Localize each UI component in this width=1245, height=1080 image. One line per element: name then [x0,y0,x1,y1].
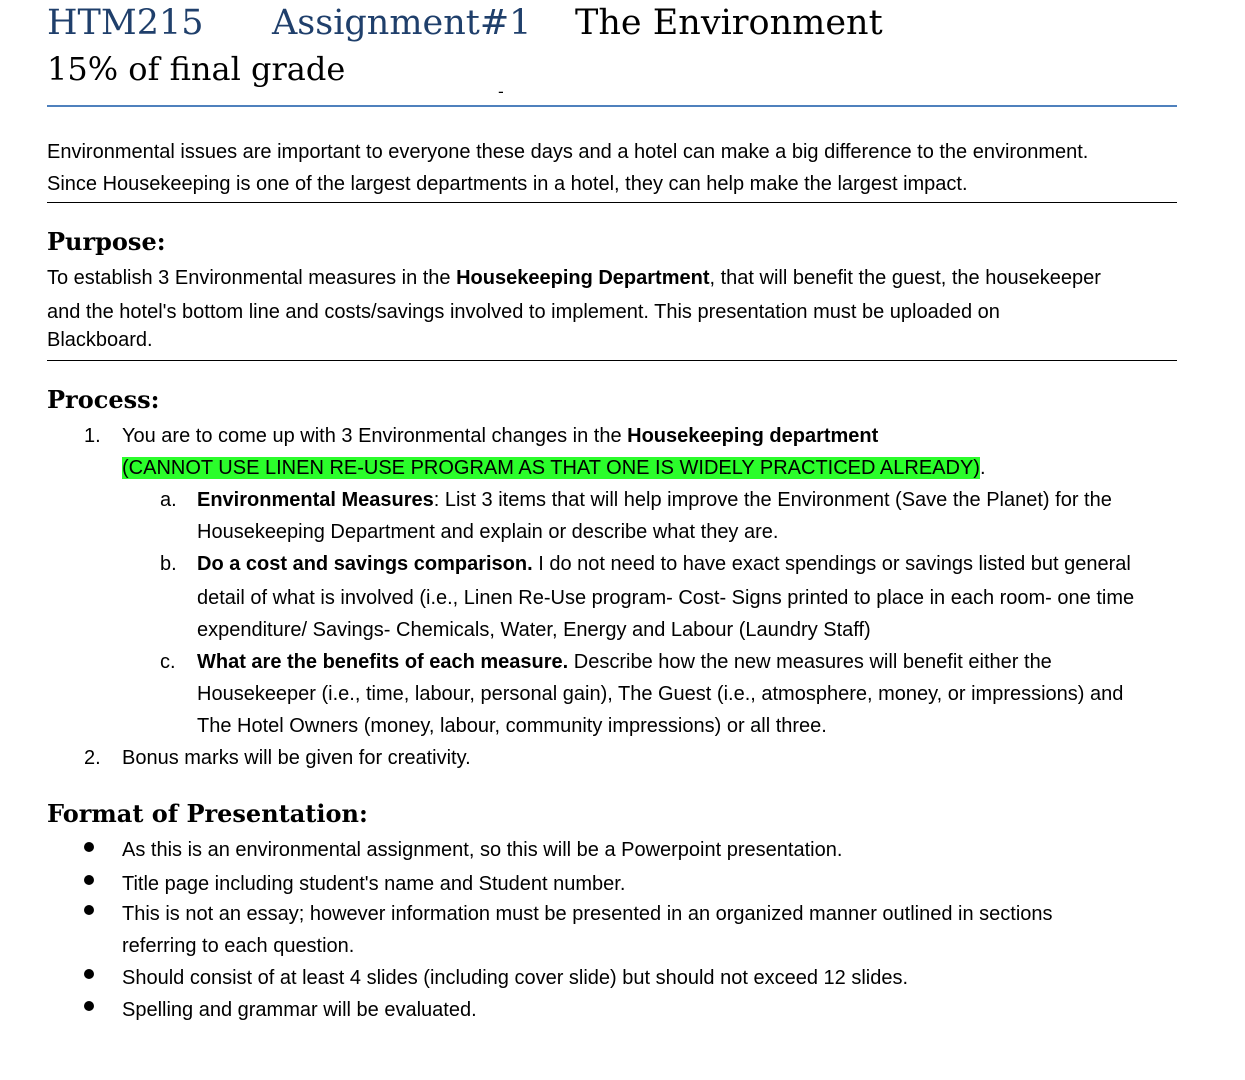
purpose-line: Blackboard. [47,329,153,351]
format-bullet-continuation: referring to each question. [122,935,355,957]
sub-item-text: I do not need to have exact spendings or savings listed but general [532,553,1131,575]
process-item-bold-text: Housekeeping department [627,425,879,447]
highlighted-text: (CANNOT USE LINEN RE-USE PROGRAM AS THAT ONE IS WIDELY PRACTICED ALREADY [122,457,974,479]
sub-item-c-line: The Hotel Owners (money, labour, community impressions) or all three. [197,715,827,737]
purpose-line: and the hotel's bottom line and costs/savings involved to implement. This presentation must be uploaded on [47,301,1000,323]
highlighted-note [122,457,980,479]
section-divider [47,360,1177,361]
process-item-1-note [122,452,986,484]
sub-item-bold-text: What are the benefits of each measure. [197,651,569,673]
sub-list-letter: b. [160,553,177,575]
list-number: 1. [84,425,101,447]
format-bullet-item: Spelling and grammar will be evaluated. [122,999,477,1021]
sub-item-b-line: expenditure/ Savings- Chemicals, Water, Energy and Labour (Laundry Staff) [197,619,871,641]
list-number: 2. [84,747,101,769]
process-item-2: Bonus marks will be given for creativity. [122,747,471,769]
stray-mark: - [498,82,504,101]
purpose-heading: Purpose: [47,227,166,256]
assignment-topic: The Environment [575,3,883,43]
process-heading: Process: [47,385,160,414]
note-period: . [979,457,986,479]
intro-line: Environmental issues are important to everyone these days and a hotel can make a big difference to the environment. [47,141,1089,163]
process-item-text: You are to come up with 3 Environmental changes in the [122,425,628,447]
sub-item-text: : List 3 items that will help improve the Environment (Save the Planet) for the [433,489,1112,511]
purpose-text: To establish 3 Environmental measures in the [47,267,457,289]
sub-list-letter: c. [160,651,176,673]
format-heading: Format of Presentation: [47,799,368,828]
sub-item-bold-text: Environmental Measures [197,489,434,511]
purpose-text: , that will benefit the guest, the housekeeper [709,267,1101,289]
sub-item-a [197,484,1112,516]
bullet-icon [84,969,94,979]
purpose-bold-text: Housekeeping Department [456,267,710,289]
format-bullet-item: Should consist of at least 4 slides (including cover slide) but should not exceed 12 slides. [122,967,909,989]
sub-item-b-line: detail of what is involved (i.e., Linen Re-Use program- Cost- Signs printed to place in each room- one time [197,587,1135,609]
sub-item-text: Describe how the new measures will benefit either the [568,651,1052,673]
purpose-line [47,262,1197,294]
section-divider [47,202,1177,203]
bullet-icon [84,875,94,885]
process-item-1 [122,420,878,452]
sub-item-c [197,646,1052,678]
assignment-number: Assignment#1 [272,3,532,43]
bullet-icon [84,1001,94,1011]
intro-paragraph [47,136,1197,200]
intro-line: Since Housekeeping is one of the largest departments in a hotel, they can help make the largest impact. [47,173,968,195]
bullet-icon [84,905,94,915]
title-divider [47,105,1177,107]
sub-item-bold-text: Do a cost and savings comparison. [197,553,533,575]
course-code: HTM215 [47,3,204,43]
format-bullet-item: Title page including student's name and Student number. [122,873,626,895]
format-bullet-item: This is not an essay; however information must be presented in an organized manner outlined in sections [122,903,1053,925]
highlighted-paren: ) [973,457,980,479]
sub-item-b [197,548,1131,580]
grade-weight: 15% of final grade [47,50,346,88]
sub-item-a-line: Housekeeping Department and explain or describe what they are. [197,521,779,543]
purpose-paragraph [47,262,1197,356]
format-bullet-item: As this is an environmental assignment, so this will be a Powerpoint presentation. [122,839,843,861]
sub-list-letter: a. [160,489,177,511]
sub-item-c-line: Housekeeper (i.e., time, labour, personal gain), The Guest (i.e., atmosphere, money, or impressions) and [197,683,1124,705]
bullet-icon [84,842,94,852]
